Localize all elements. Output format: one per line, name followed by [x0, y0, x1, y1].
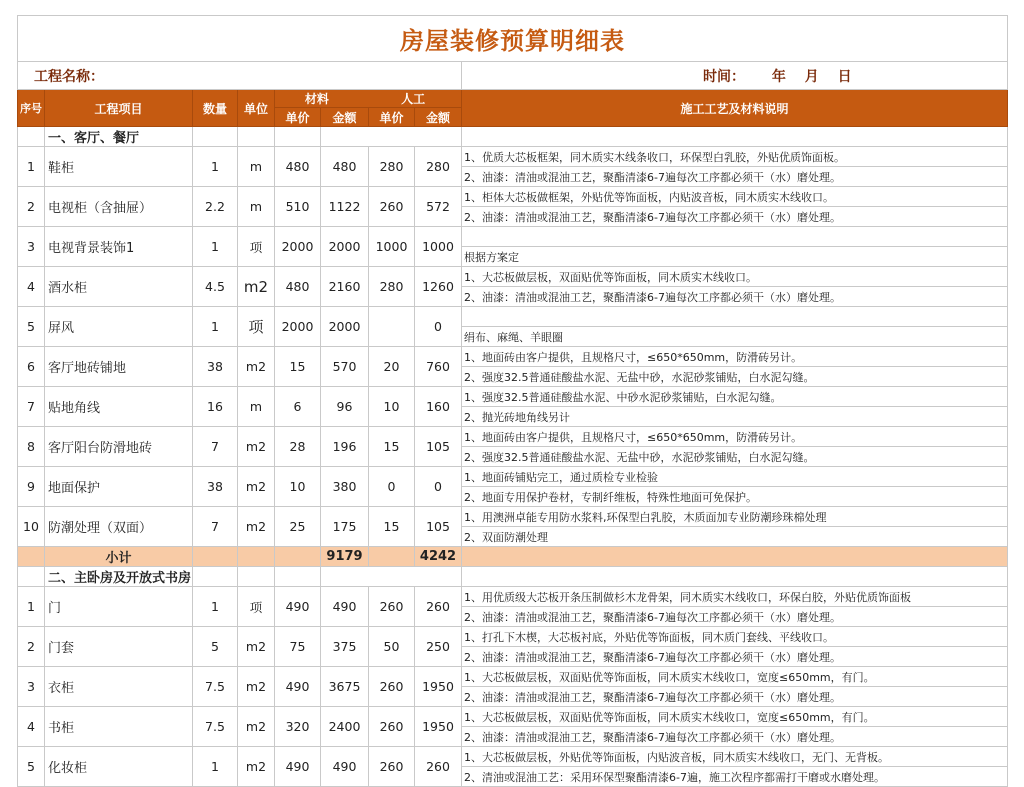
quantity[interactable]: 7: [193, 507, 238, 547]
description-line-2[interactable]: 2、油漆：清油或混油工艺，聚酯清漆6-7遍每次工序都必须干（水）磨处理。: [462, 167, 1008, 187]
labor-unit-price[interactable]: 280: [369, 267, 415, 307]
header-item[interactable]: 工程项目: [45, 90, 193, 127]
cell[interactable]: [275, 547, 321, 567]
unit[interactable]: m2: [238, 507, 275, 547]
description-line-2[interactable]: 2、油漆：清油或混油工艺，聚酯清漆6-7遍每次工序都必须干（水）磨处理。: [462, 607, 1008, 627]
item-name[interactable]: 门: [45, 587, 193, 627]
date-field[interactable]: [462, 62, 1008, 90]
cell[interactable]: [321, 567, 462, 587]
row-number[interactable]: 1: [18, 147, 45, 187]
cell[interactable]: [321, 127, 462, 147]
item-name[interactable]: 客厅阳台防滑地砖: [45, 427, 193, 467]
project-name-field[interactable]: [18, 62, 462, 90]
description-line-2[interactable]: 2、抛光砖地角线另计: [462, 407, 1008, 427]
description-line-1[interactable]: 1、柜体大芯板做框架，外贴优等饰面板，内贴波音板，同木质实木线收口。: [462, 187, 1008, 207]
material-unit-price[interactable]: 25: [275, 507, 321, 547]
year-label: 年: [771, 68, 786, 85]
description-line-2[interactable]: 2、油漆：清油或混油工艺，聚酯清漆6-7遍每次工序都必须干（水）磨处理。: [462, 727, 1008, 747]
quantity[interactable]: 1: [193, 307, 238, 347]
description-line-2[interactable]: 2、油漆：清油或混油工艺，聚酯清漆6-7遍每次工序都必须干（水）磨处理。: [462, 687, 1008, 707]
material-amount[interactable]: 1122: [321, 187, 369, 227]
description-line-1[interactable]: 1、地面砖铺贴完工，通过质检专业检验: [462, 467, 1008, 487]
material-unit-price[interactable]: 510: [275, 187, 321, 227]
description-line-1[interactable]: 1、大芯板做层板，外贴优等饰面板，内贴波音板，同木质实木线收口，无门、无背板。: [462, 747, 1008, 767]
page-title[interactable]: 房屋装修预算明细表: [18, 16, 1008, 62]
material-amount[interactable]: 380: [321, 467, 369, 507]
table-row: [18, 347, 1008, 367]
unit[interactable]: m2: [238, 427, 275, 467]
description-line-2[interactable]: 绢布、麻绳、羊眼圈: [462, 327, 1008, 347]
unit[interactable]: m2: [238, 707, 275, 747]
quantity[interactable]: 1: [193, 747, 238, 787]
cell[interactable]: [193, 127, 238, 147]
unit[interactable]: m2: [238, 467, 275, 507]
description-line-2[interactable]: 2、双面防潮处理: [462, 527, 1008, 547]
description-line-2[interactable]: 2、油漆：清油或混油工艺，聚酯清漆6-7遍每次工序都必须干（水）磨处理。: [462, 207, 1008, 227]
section-row: [18, 127, 1008, 147]
material-amount[interactable]: 490: [321, 747, 369, 787]
description-line-1[interactable]: 1、大芯板做层板，双面贴优等饰面板，同木质实木线收口，宽度≤650mm，有门。: [462, 707, 1008, 727]
cell[interactable]: [275, 127, 321, 147]
material-unit-price[interactable]: 28: [275, 427, 321, 467]
section-label[interactable]: 一、客厅、餐厅: [45, 127, 193, 147]
description-line-1[interactable]: 1、地面砖由客户提供，且规格尺寸，≤650*650mm，防滑砖另计。: [462, 427, 1008, 447]
description-line-1[interactable]: 1、强度32.5普通硅酸盐水泥、中砂水泥砂浆铺贴，白水泥勾缝。: [462, 387, 1008, 407]
item-name[interactable]: 书柜: [45, 707, 193, 747]
time-label: 时间：: [703, 68, 745, 85]
labor-unit-price[interactable]: 260: [369, 587, 415, 627]
material-amount[interactable]: 2000: [321, 227, 369, 267]
labor-unit-price[interactable]: 50: [369, 627, 415, 667]
description-line-1[interactable]: 1、打孔下木楔，大芯板衬底，外贴优等饰面板，同木质门套线、平线收口。: [462, 627, 1008, 647]
material-unit-price[interactable]: 15: [275, 347, 321, 387]
labor-amount[interactable]: 160: [415, 387, 462, 427]
row-number[interactable]: 3: [18, 667, 45, 707]
header-desc[interactable]: 施工工艺及材料说明: [462, 90, 1008, 127]
material-unit-price[interactable]: 480: [275, 147, 321, 187]
labor-unit-price[interactable]: 260: [369, 667, 415, 707]
table-row: [18, 707, 1008, 727]
table-row: [18, 587, 1008, 607]
month-label: 月: [804, 68, 819, 85]
header-mat-unit-price[interactable]: 单价: [275, 108, 321, 127]
table-row: [18, 747, 1008, 767]
description-line-1[interactable]: 1、大芯板做层板，双面贴优等饰面板，同木质实木线收口。: [462, 267, 1008, 287]
row-number[interactable]: 9: [18, 467, 45, 507]
quantity[interactable]: 4.5: [193, 267, 238, 307]
material-amount[interactable]: 196: [321, 427, 369, 467]
material-unit-price[interactable]: 6: [275, 387, 321, 427]
description-line-2[interactable]: 2、油漆：清油或混油工艺，聚酯清漆6-7遍每次工序都必须干（水）磨处理。: [462, 287, 1008, 307]
header-lab-unit-price[interactable]: 单价: [369, 108, 415, 127]
table-row: [18, 427, 1008, 447]
header-unit[interactable]: 单位: [238, 90, 275, 127]
budget-table: [17, 15, 1008, 787]
labor-unit-price[interactable]: 15: [369, 427, 415, 467]
material-unit-price[interactable]: 10: [275, 467, 321, 507]
row-number[interactable]: 7: [18, 387, 45, 427]
section-label[interactable]: 二、主卧房及开放式书房: [45, 567, 193, 587]
unit[interactable]: m: [238, 187, 275, 227]
labor-unit-price[interactable]: 20: [369, 347, 415, 387]
cell[interactable]: [238, 567, 275, 587]
material-unit-price[interactable]: 490: [275, 747, 321, 787]
row-number[interactable]: 5: [18, 307, 45, 347]
table-row: [18, 387, 1008, 407]
material-amount[interactable]: 175: [321, 507, 369, 547]
quantity[interactable]: 16: [193, 387, 238, 427]
description-line-1[interactable]: [462, 227, 1008, 247]
material-amount[interactable]: 2160: [321, 267, 369, 307]
material-amount[interactable]: 2000: [321, 307, 369, 347]
header-mat-amount[interactable]: 金额: [321, 108, 369, 127]
quantity[interactable]: 5: [193, 627, 238, 667]
description-line-2[interactable]: 2、强度32.5普通硅酸盐水泥、无盐中砂，水泥砂浆铺贴，白水泥勾缝。: [462, 367, 1008, 387]
labor-unit-price[interactable]: [369, 307, 415, 347]
description-line-2[interactable]: 2、强度32.5普通硅酸盐水泥、无盐中砂，水泥砂浆铺贴，白水泥勾缝。: [462, 447, 1008, 467]
quantity[interactable]: 1: [193, 587, 238, 627]
table-row: [18, 267, 1008, 287]
material-amount[interactable]: 3675: [321, 667, 369, 707]
quantity[interactable]: 38: [193, 467, 238, 507]
labor-unit-price[interactable]: 1000: [369, 227, 415, 267]
labor-amount[interactable]: 1260: [415, 267, 462, 307]
labor-amount[interactable]: 250: [415, 627, 462, 667]
day-label: 日: [837, 68, 852, 85]
row-number[interactable]: 8: [18, 427, 45, 467]
header-material-labor[interactable]: [275, 90, 462, 108]
table-row: [18, 667, 1008, 687]
material-amount[interactable]: 490: [321, 587, 369, 627]
row-number[interactable]: 2: [18, 187, 45, 227]
labor-amount[interactable]: 0: [415, 307, 462, 347]
quantity[interactable]: 7: [193, 427, 238, 467]
table-row: [18, 507, 1008, 527]
labor-amount[interactable]: 1000: [415, 227, 462, 267]
row-number[interactable]: 4: [18, 707, 45, 747]
unit[interactable]: m: [238, 387, 275, 427]
item-name[interactable]: 电视背景装饰1: [45, 227, 193, 267]
labor-amount[interactable]: 260: [415, 747, 462, 787]
labor-amount[interactable]: 572: [415, 187, 462, 227]
row-number[interactable]: 10: [18, 507, 45, 547]
section-row: [18, 567, 1008, 587]
labor-unit-price[interactable]: 260: [369, 187, 415, 227]
table-row: [18, 227, 1008, 247]
item-name[interactable]: 衣柜: [45, 667, 193, 707]
description-line-2[interactable]: 2、清油或混油工艺：采用环保型聚酯清漆6-7遍，施工次程序都需打干磨或水磨处理。: [462, 767, 1008, 787]
material-unit-price[interactable]: 75: [275, 627, 321, 667]
item-name[interactable]: 客厅地砖铺地: [45, 347, 193, 387]
cell[interactable]: [193, 567, 238, 587]
table-row: [18, 147, 1008, 167]
material-amount[interactable]: 570: [321, 347, 369, 387]
labor-unit-price[interactable]: 10: [369, 387, 415, 427]
header-qty[interactable]: 数量: [193, 90, 238, 127]
item-name[interactable]: 贴地角线: [45, 387, 193, 427]
cell[interactable]: [193, 547, 238, 567]
table-row: [18, 307, 1008, 327]
unit[interactable]: m2: [238, 267, 275, 307]
labor-amount[interactable]: 105: [415, 427, 462, 467]
item-name[interactable]: 化妆柜: [45, 747, 193, 787]
cell[interactable]: [462, 567, 1008, 587]
labor-unit-price[interactable]: 15: [369, 507, 415, 547]
labor-amount[interactable]: 105: [415, 507, 462, 547]
description-line-1[interactable]: 1、地面砖由客户提供，且规格尺寸，≤650*650mm，防滑砖另计。: [462, 347, 1008, 367]
material-unit-price[interactable]: 480: [275, 267, 321, 307]
labor-amount[interactable]: 260: [415, 587, 462, 627]
labor-unit-price[interactable]: 0: [369, 467, 415, 507]
unit[interactable]: 项: [238, 227, 275, 267]
quantity[interactable]: 2.2: [193, 187, 238, 227]
description-line-1[interactable]: 1、用澳洲卓能专用防水浆料,环保型白乳胶，木质面加专业防潮珍珠棉处理: [462, 507, 1008, 527]
project-name-label: 工程名称：: [34, 68, 104, 85]
unit[interactable]: m: [238, 147, 275, 187]
material-amount[interactable]: 2400: [321, 707, 369, 747]
material-unit-price[interactable]: 320: [275, 707, 321, 747]
row-number[interactable]: 1: [18, 587, 45, 627]
description-line-2[interactable]: 根据方案定: [462, 247, 1008, 267]
description-line-1[interactable]: 1、优质大芯板框架，同木质实木线条收口，环保型白乳胶，外贴优质饰面板。: [462, 147, 1008, 167]
subtotal-row: [18, 547, 1008, 567]
item-name[interactable]: 酒水柜: [45, 267, 193, 307]
description-line-2[interactable]: 2、油漆：清油或混油工艺，聚酯清漆6-7遍每次工序都必须干（水）磨处理。: [462, 647, 1008, 667]
row-number[interactable]: 5: [18, 747, 45, 787]
row-number[interactable]: 6: [18, 347, 45, 387]
item-name[interactable]: 电视柜（含抽屉）: [45, 187, 193, 227]
item-name[interactable]: 鞋柜: [45, 147, 193, 187]
header-material: 材料: [304, 92, 329, 106]
item-name[interactable]: 门套: [45, 627, 193, 667]
header-seq[interactable]: 序号: [18, 90, 45, 127]
unit[interactable]: m2: [238, 347, 275, 387]
cell[interactable]: [18, 547, 45, 567]
material-amount[interactable]: 96: [321, 387, 369, 427]
unit[interactable]: 项: [238, 307, 275, 347]
unit[interactable]: m2: [238, 667, 275, 707]
header-labor: 人工: [401, 92, 426, 106]
description-line-1[interactable]: 1、大芯板做层板，双面贴优等饰面板，同木质实木线收口，宽度≤650mm，有门。: [462, 667, 1008, 687]
cell[interactable]: [462, 547, 1008, 567]
subtotal-label[interactable]: 小计: [45, 547, 193, 567]
description-line-2[interactable]: 2、地面专用保护卷材，专制纤维板，特殊性地面可免保护。: [462, 487, 1008, 507]
labor-amount[interactable]: 1950: [415, 707, 462, 747]
cell[interactable]: [462, 127, 1008, 147]
description-line-1[interactable]: [462, 307, 1008, 327]
row-number[interactable]: 2: [18, 627, 45, 667]
table-row: [18, 627, 1008, 647]
labor-unit-price[interactable]: 260: [369, 707, 415, 747]
cell[interactable]: [238, 127, 275, 147]
row-number[interactable]: 3: [18, 227, 45, 267]
header-lab-amount[interactable]: 金额: [415, 108, 462, 127]
cell[interactable]: [238, 547, 275, 567]
material-unit-price[interactable]: 2000: [275, 227, 321, 267]
labor-amount[interactable]: 1950: [415, 667, 462, 707]
cell[interactable]: [369, 547, 415, 567]
cell[interactable]: [18, 567, 45, 587]
material-amount[interactable]: 375: [321, 627, 369, 667]
labor-amount[interactable]: 760: [415, 347, 462, 387]
material-amount[interactable]: 480: [321, 147, 369, 187]
material-unit-price[interactable]: 2000: [275, 307, 321, 347]
labor-amount[interactable]: 0: [415, 467, 462, 507]
quantity[interactable]: 1: [193, 227, 238, 267]
item-name[interactable]: 地面保护: [45, 467, 193, 507]
table-row: [18, 187, 1008, 207]
material-unit-price[interactable]: 490: [275, 587, 321, 627]
quantity[interactable]: 1: [193, 147, 238, 187]
labor-amount[interactable]: 280: [415, 147, 462, 187]
description-line-1[interactable]: 1、用优质级大芯板开条压制做杉木龙骨架，同木质实木线收口，环保白胶，外贴优质饰面板: [462, 587, 1008, 607]
material-unit-price[interactable]: 490: [275, 667, 321, 707]
labor-unit-price[interactable]: 260: [369, 747, 415, 787]
cell[interactable]: [275, 567, 321, 587]
budget-sheet: [17, 15, 1007, 787]
quantity[interactable]: 7.5: [193, 707, 238, 747]
subtotal-labor-amount[interactable]: 4242: [415, 547, 462, 567]
subtotal-material-amount[interactable]: 9179: [321, 547, 369, 567]
row-number[interactable]: 4: [18, 267, 45, 307]
cell[interactable]: [18, 127, 45, 147]
table-row: [18, 467, 1008, 487]
labor-unit-price[interactable]: 280: [369, 147, 415, 187]
unit[interactable]: 项: [238, 587, 275, 627]
quantity[interactable]: 38: [193, 347, 238, 387]
quantity[interactable]: 7.5: [193, 667, 238, 707]
item-name[interactable]: 防潮处理（双面）: [45, 507, 193, 547]
item-name[interactable]: 屏风: [45, 307, 193, 347]
unit[interactable]: m2: [238, 747, 275, 787]
unit[interactable]: m2: [238, 627, 275, 667]
